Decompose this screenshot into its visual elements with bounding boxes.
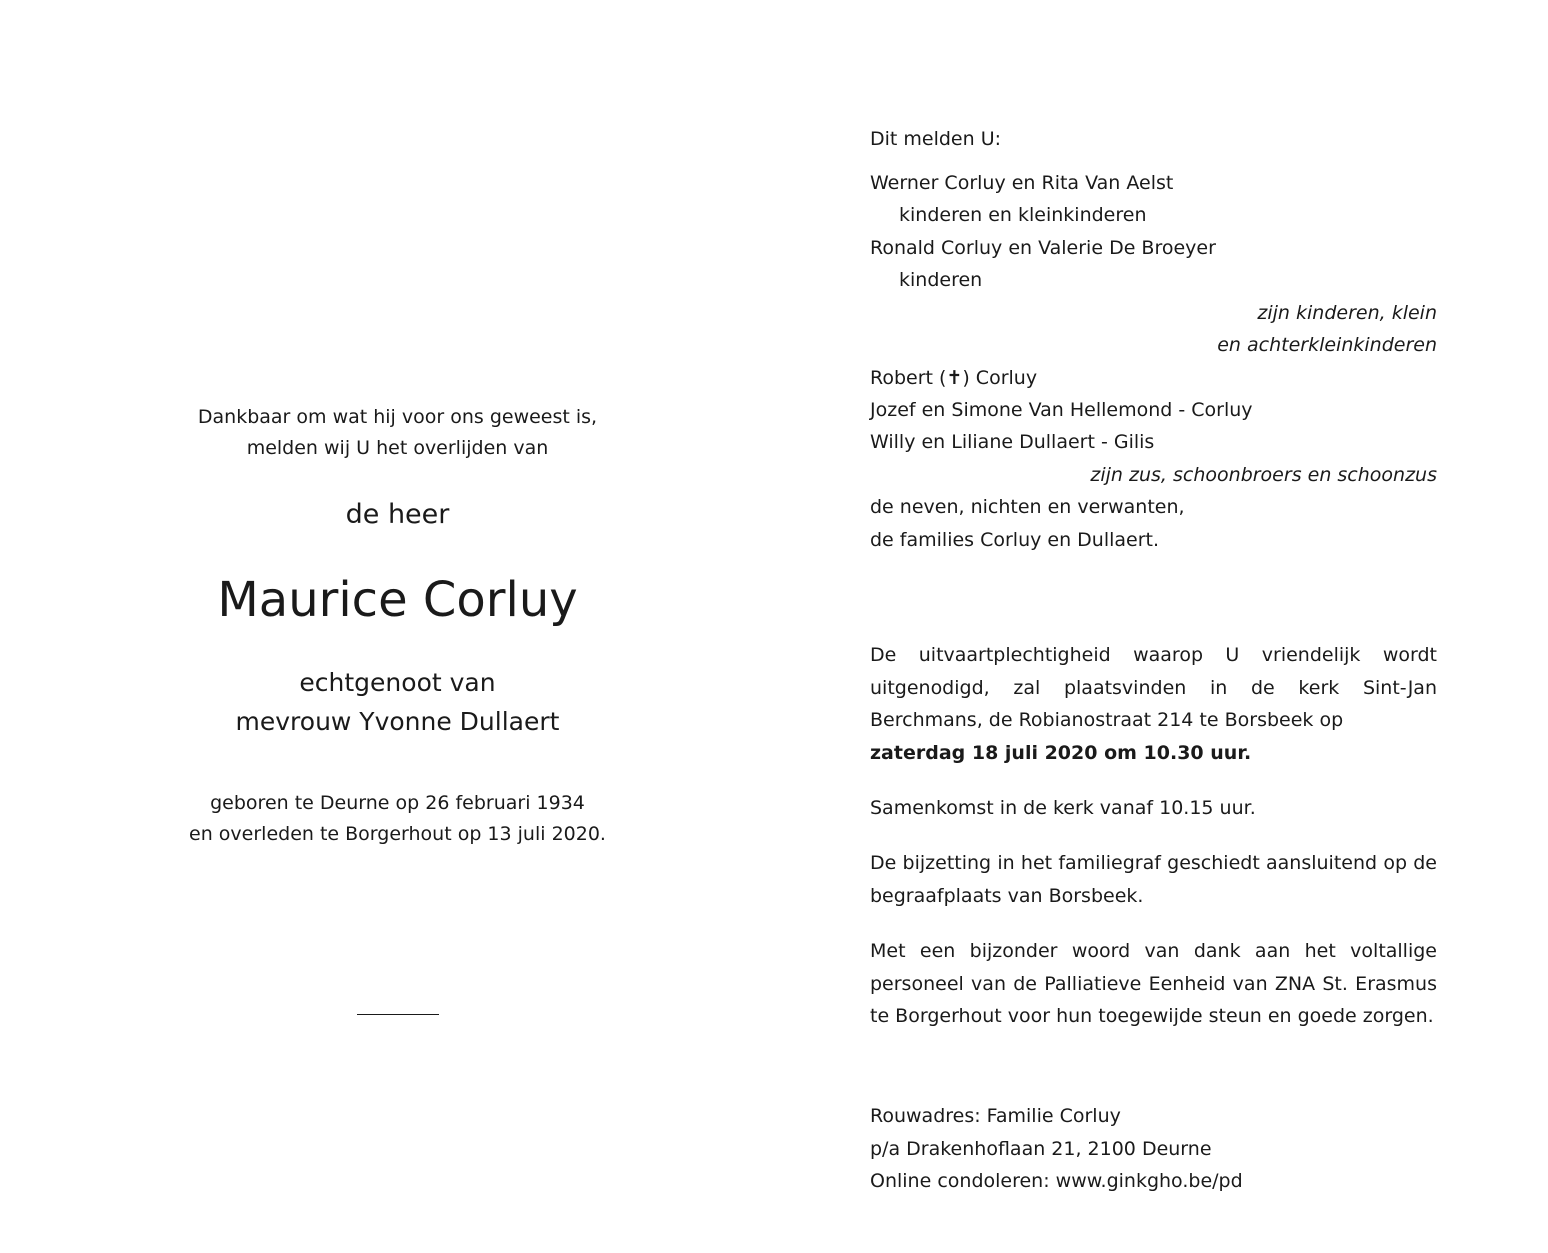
intro-line-2: melden wij U het overlijden van: [246, 437, 549, 459]
thanks-paragraph: Met een bijzonder woord van dank aan het voltallige personeel van de Palliatieve Eenheid van ZNA St. Erasmus te Borgerhout voor hun toegewijde steun en goede zorgen.: [870, 940, 1437, 1027]
death-line: en overleden te Borgerhout op 13 juli 2020.: [189, 823, 606, 845]
family-children-2: Ronald Corluy en Valerie De Broeyer: [870, 237, 1216, 259]
role-children-1: zijn kinderen, klein: [1257, 302, 1437, 324]
announcement-heading: Dit melden U:: [870, 128, 1002, 150]
contact-address-2: p/a Drakenhoflaan 21, 2100 Deurne: [870, 1138, 1212, 1160]
life-dates: [0, 788, 795, 850]
spouse-line-1: echtgenoot van: [299, 668, 496, 697]
contact-online: Online condoleren: www.ginkgho.be/pd: [870, 1170, 1243, 1192]
role-siblings: zijn zus, schoonbroers en schoonzus: [1090, 464, 1437, 486]
intro-line-1: Dankbaar om wat hij voor ons geweest is,: [197, 406, 598, 428]
burial-paragraph: De bijzetting in het familiegraf geschiedt aansluitend op de begraafplaats van Borsbeek.: [870, 852, 1437, 907]
contact-address-1: Rouwadres: Familie Corluy: [870, 1105, 1121, 1127]
family-sibling-3: Willy en Liliane Dullaert - Gilis: [870, 431, 1155, 453]
right-panel: [870, 0, 1437, 1253]
family-sibling-2: Jozef en Simone Van Hellemond - Corluy: [870, 399, 1253, 421]
funeral-text: De uitvaartplechtigheid waarop U vriendelijk wordt uitgenodigd, zal plaatsvinden in de kerk Sint-Jan Berchmans, de Robianostraat 214 te Borsbeek op: [870, 644, 1437, 731]
intro-text: [0, 402, 795, 464]
gathering-paragraph: Samenkomst in de kerk vanaf 10.15 uur.: [870, 797, 1256, 819]
family-sibling-1: [870, 362, 1437, 394]
role-children-2: en achterkleinkinderen: [1217, 334, 1437, 356]
funeral-paragraph: [870, 639, 1437, 769]
spouse-line-2: mevrouw Yvonne Dullaert: [235, 707, 560, 736]
deceased-name: Maurice Corluy: [217, 572, 578, 628]
family-relatives: de neven, nichten en verwanten,: [870, 496, 1185, 518]
sibling-1-pre: Robert (: [870, 367, 947, 389]
family-children-2-sub: kinderen: [899, 269, 983, 291]
family-children-1-sub: kinderen en kleinkinderen: [899, 204, 1147, 226]
family-children-1: Werner Corluy en Rita Van Aelst: [870, 172, 1174, 194]
sibling-1-post: ) Corluy: [962, 367, 1038, 389]
honorific: de heer: [345, 499, 450, 530]
cross-icon: ✝: [946, 367, 963, 389]
spouse-text: [0, 663, 795, 741]
divider-line: [357, 1014, 439, 1015]
funeral-date: zaterdag 18 juli 2020 om 10.30 uur.: [870, 741, 1252, 764]
family-families: de families Corluy en Dullaert.: [870, 529, 1160, 551]
birth-line: geboren te Deurne op 26 februari 1934: [210, 792, 585, 814]
